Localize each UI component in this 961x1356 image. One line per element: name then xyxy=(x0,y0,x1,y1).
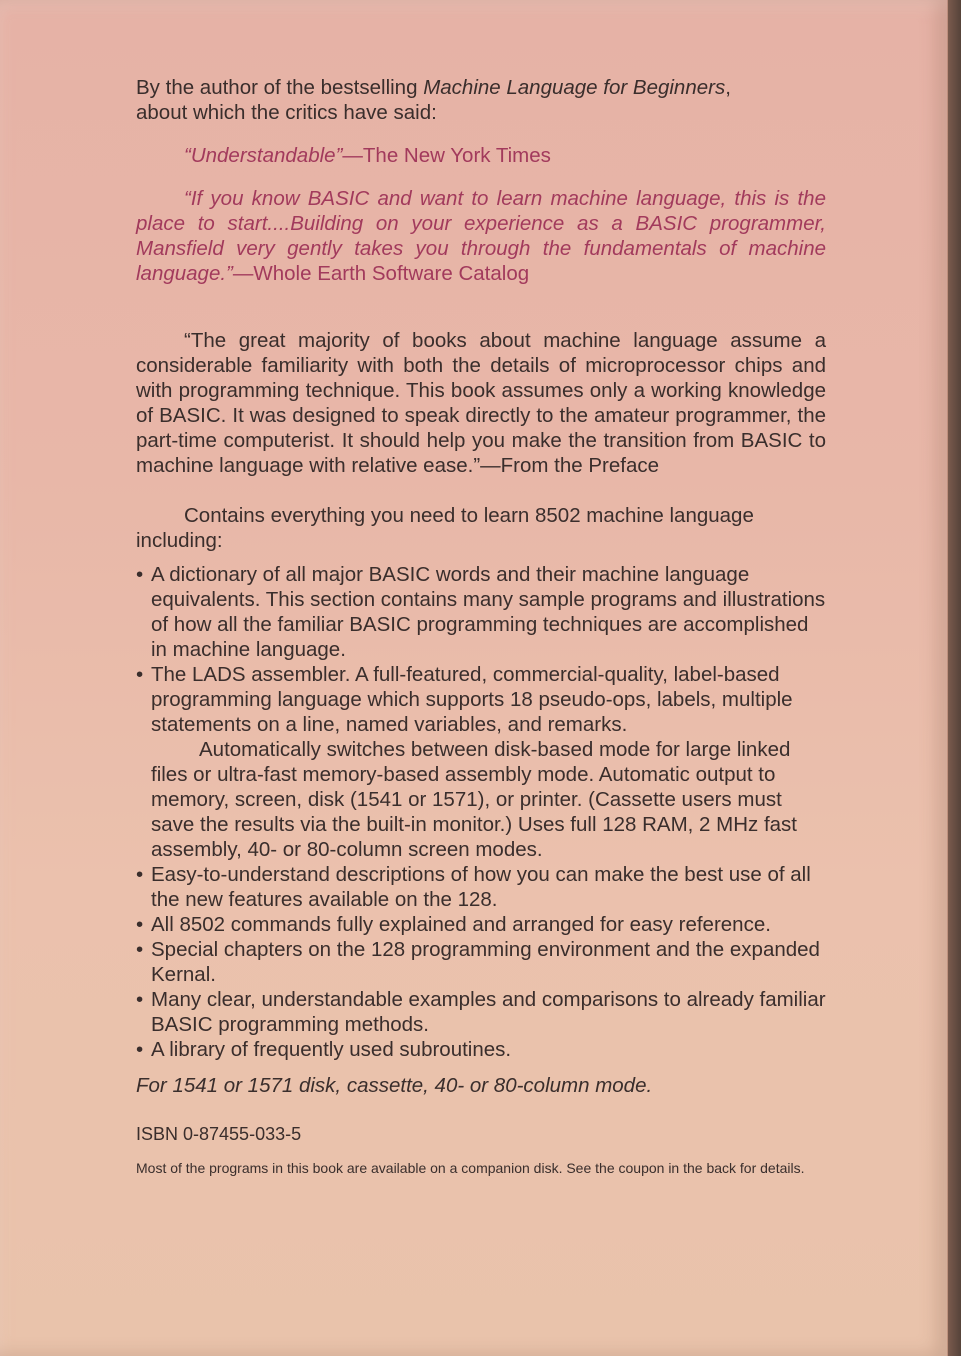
cover-edge xyxy=(947,0,961,1356)
bullet-icon: • xyxy=(136,1038,144,1061)
cover-text xyxy=(136,75,826,1178)
intro-line-2: about which the critics have said: xyxy=(136,101,437,124)
feature-item xyxy=(136,937,826,987)
bullet-icon: • xyxy=(136,988,144,1011)
bullet-icon: • xyxy=(136,863,144,886)
quote-text: “Understandable” xyxy=(184,144,343,167)
quote-source: —The New York Times xyxy=(342,144,551,167)
companion-disk-note: Most of the programs in this book are available on a companion disk. See the coupon in the back for details. xyxy=(136,1160,805,1176)
review-quote-whole-earth xyxy=(136,186,826,286)
intro-paragraph xyxy=(136,75,826,125)
quote-text: “If you know BASIC and want to learn machine language, this is the place to start....Building on your experience as a BASIC programmer, Mansfield very gently takes you through the fundamentals of machine language.” xyxy=(136,187,826,285)
feature-list xyxy=(136,562,826,1062)
bullet-icon: • xyxy=(136,563,144,586)
feature-text: All 8502 commands fully explained and arranged for easy reference. xyxy=(151,913,771,936)
feature-text: Special chapters on the 128 programming environment and the expanded Kernal. xyxy=(151,938,820,986)
bullet-icon: • xyxy=(136,938,144,961)
feature-item xyxy=(136,912,826,937)
feature-text: The LADS assembler. A full-featured, commercial-quality, label-based programming language which supports 18 pseudo-ops, labels, multiple statements on a line, named variables, and remarks. xyxy=(151,663,793,736)
feature-item xyxy=(136,1037,826,1062)
feature-text: Easy-to-understand descriptions of how you can make the best use of all the new features available on the 128. xyxy=(151,863,811,911)
bullet-icon: • xyxy=(136,663,144,686)
book-title: Machine Language for Beginners xyxy=(423,76,726,99)
quote-source: —Whole Earth Software Catalog xyxy=(232,262,530,285)
preface-excerpt: “The great majority of books about machine language assume a considerable familiarity with both the details of microprocessor chips and with programming technique. This book assumes only a working knowledge of BASIC. It was designed to speak directly to the amateur programmer, the part-time computerist. It should help you make the transition from BASIC to machine language with relative ease.”—From the Preface xyxy=(136,329,826,477)
feature-item xyxy=(136,562,826,662)
contains-intro: Contains everything you need to learn 8502 machine language including: xyxy=(136,504,754,552)
intro-suffix: , xyxy=(725,76,731,99)
feature-text: A dictionary of all major BASIC words and their machine language equivalents. This section contains many sample programs and illustrations of how all the familiar BASIC programming techniques are accomplished in machine language. xyxy=(151,563,826,661)
feature-text: Many clear, understandable examples and comparisons to already familiar BASIC programming methods. xyxy=(151,988,826,1036)
bullet-icon: • xyxy=(136,913,144,936)
feature-text: Automatically switches between disk-based mode for large linked files or ultra-fast memory-based assembly mode. Automatic output to memory, screen, disk (1541 or 1571), or printer. (Cassette users must save the results via the built-in monitor.) Uses full 128 RAM, 2 MHz fast assembly, 40- or 80-column screen modes. xyxy=(151,738,798,861)
review-quote-nyt xyxy=(136,143,826,168)
compatibility-note: For 1541 or 1571 disk, cassette, 40- or 80-column mode. xyxy=(136,1074,653,1097)
isbn: ISBN 0-87455-033-5 xyxy=(136,1124,302,1144)
feature-item xyxy=(136,862,826,912)
intro-prefix: By the author of the bestselling xyxy=(136,76,424,99)
feature-text: A library of frequently used subroutines. xyxy=(151,1038,512,1061)
feature-item xyxy=(136,987,826,1037)
feature-item xyxy=(136,662,826,862)
